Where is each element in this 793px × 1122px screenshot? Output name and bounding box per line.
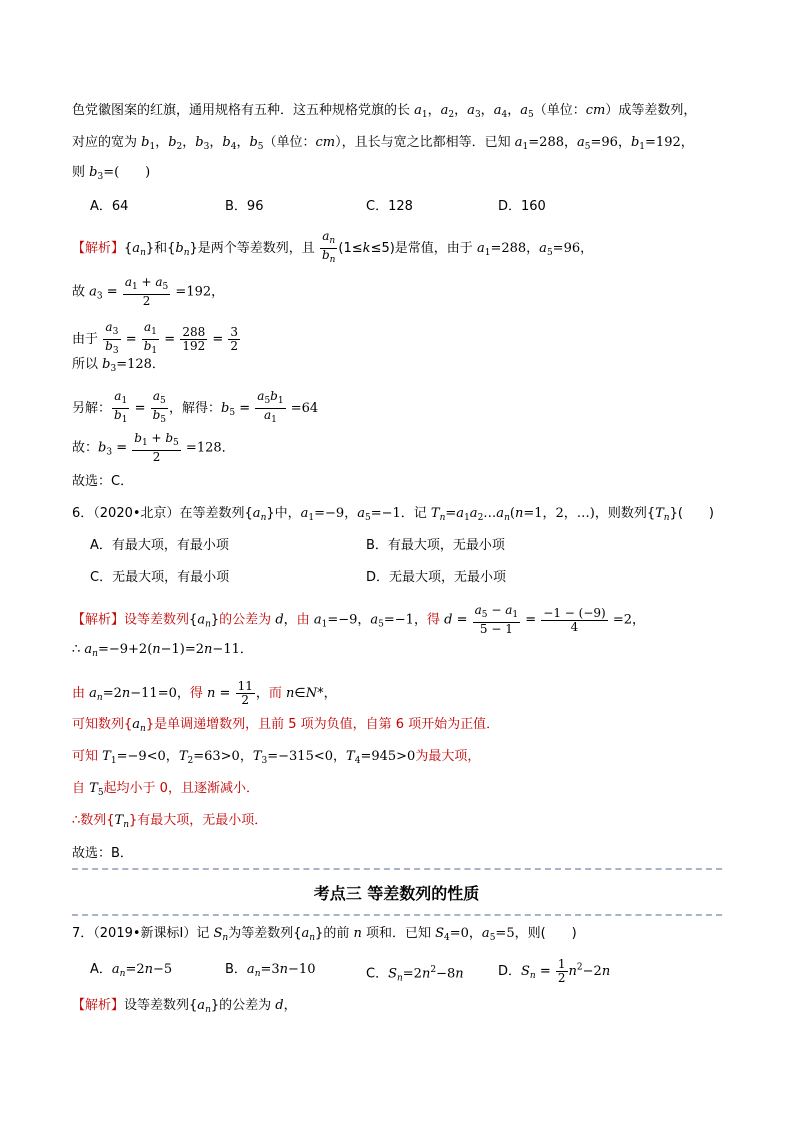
q6-solution-line7: ∴数列$\{T_n\}$有最大项，无最小项． — [72, 813, 268, 830]
q5-solution-line3: 由于 $\frac{a_3}{b_3}$ = $\frac{a_1}{b_1}$ = $\frac{288}{192}$ = $\frac{3}{2}$ — [72, 320, 239, 356]
q6-solution-line5: 可知 $T_1=-9<0$，$T_2=63>0$，$T_3=-315<0$，$T_4=945>0$为最大项， — [72, 749, 481, 766]
solution-tag: 【解析】 — [72, 241, 125, 256]
q7-option-c: C．$S_n=2n^2-8n$ — [366, 965, 464, 984]
q5-solution-line2: 故 $a_3$ = $\frac{a_1 + a_5}{2}$ =192， — [72, 275, 225, 308]
q5-option-b: B．96 — [225, 199, 264, 214]
q5-solution-line6: 故：$b_3$ = $\frac{b_1 + b_5}{2}$ =128． — [72, 431, 235, 464]
q6-option-c: C．无最大项，有最小项 — [90, 570, 230, 585]
q7-solution-line1: 【解析】设等差数列$\{a_n\}$的公差为 d， — [72, 998, 297, 1015]
solution-tag: 【解析】 — [72, 612, 125, 628]
q5-answer: 故选：C． — [72, 474, 134, 489]
section-divider-bottom — [72, 914, 722, 916]
q6-solution-line4: 可知数列$\{a_n\}$是单调递增数列，且前 5 项为负值，自第 6 项开始为正值． — [72, 717, 500, 734]
q7-option-a: A．$a_n=2n-5$ — [90, 962, 173, 979]
q6-answer: 故选：B． — [72, 846, 133, 861]
q5-option-a: A．64 — [90, 199, 129, 214]
q6-solution-line1: 【解析】设等差数列$\{a_n\}$的公差为 d，由 $a_1=-9$，$a_5=-1$，得 d = $\frac{a_5 - a_1}{5 - 1}$ = $\frac{-1 - (-9)}{4}$ =2， — [72, 603, 646, 636]
q5-solution-line5: 另解： $\frac{a_1}{b_1}$ = $\frac{a_5}{b_5}$ ，解得：$b_5$ = $\frac{a_5b_1}{a_1}$ =64 — [72, 389, 319, 425]
q5-stem-line2: 对应的宽为 $b_1$，$b_2$，$b_3$，$b_4$，$b_5$（单位：cm），且长与宽之比都相等．已知 $a_1=288$，$a_5=96$，$b_1=192$， — [72, 135, 694, 152]
section-divider-top — [72, 868, 722, 870]
q6-option-a: A．有最大项，有最小项 — [90, 538, 229, 553]
q6-solution-line3: 由 $a_n=2n-11=0$，得 n = $\frac{11}{2}$ ，而 n∈N*， — [72, 679, 337, 707]
q7-stem: 7．（2019•新课标Ⅰ）记 $S_n$为等差数列$\{a_n\}$的前 n 项和．已知 $S_4=0$，$a_5=5$，则( ) — [72, 926, 577, 943]
q6-stem: 6．（2020•北京）在等差数列$\{a_n\}$中，$a_1=-9$，$a_5=-1$．记 $T_n=a_1a_2\dots a_n(n=1$，2，…)，则数列$\{T_n\}$( ) — [72, 506, 714, 523]
q5-solution-line1: 【解析】$\{a_n\}$和$\{b_n\}$是两个等差数列，且 $\frac{a_n}{b_n}$ (1≤k≤5)是常值，由于 $a_1=288$，$a_5=96$， — [72, 229, 594, 265]
q7-option-b: B．$a_n=3n-10$ — [225, 962, 316, 979]
q7-option-d: D．$S_n$ = $\frac{1}{2}$ $n^2-2n$ — [498, 957, 611, 985]
q5-option-d: D．160 — [498, 199, 546, 214]
q6-solution-line6: 自 $T_5$起均小于 0，且逐渐减小． — [72, 781, 259, 798]
q6-option-b: B．有最大项，无最小项 — [366, 538, 505, 553]
solution-tag: 【解析】 — [72, 998, 125, 1013]
q5-stem-line1: 色党徽图案的红旗，通用规格有五种．这五种规格党旗的长 $a_1$，$a_2$，$a_3$，$a_4$，$a_5$（单位：cm）成等差数列， — [72, 103, 697, 120]
q5-solution-line4: 所以 $b_3=128$． — [72, 357, 165, 374]
q5-stem-line3: 则 $b_3=$( ) — [72, 165, 151, 182]
section-title: 考点三 等差数列的性质 — [313, 884, 480, 903]
q5-option-c: C．128 — [366, 199, 413, 214]
q6-solution-line2: ∴ $a_n=-9+2(n-1)=2n-11$． — [72, 642, 253, 659]
q6-option-d: D．无最大项，无最小项 — [366, 570, 507, 585]
